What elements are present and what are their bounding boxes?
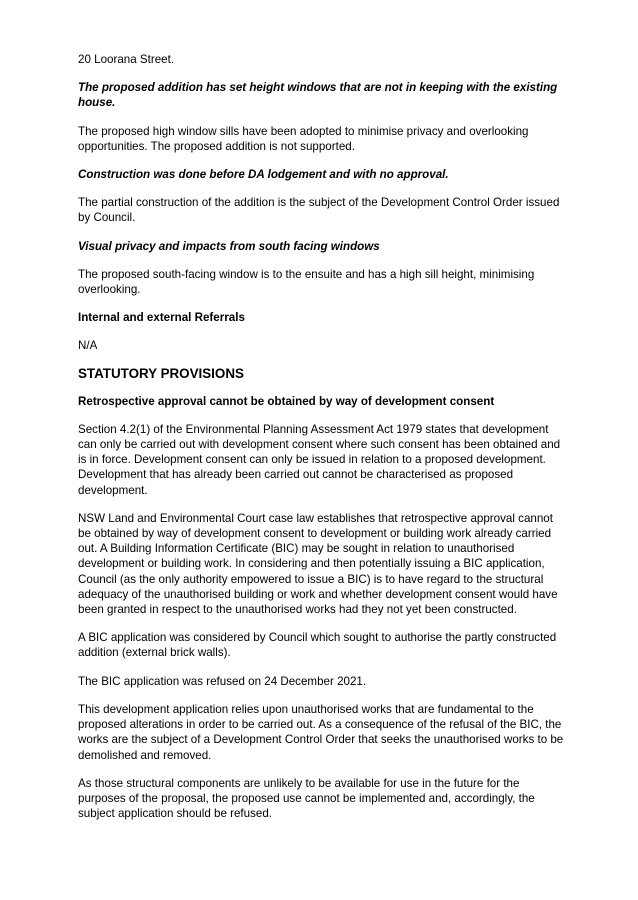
paragraph-unauthorised-works: This development application relies upon unauthorised works that are fundamental to the proposed alterations in order to be carried out. As a consequence of the refusal of the BIC, the works are the subject of a Development Control Order that seeks the unauthorised works to be demolished and removed.: [78, 702, 564, 762]
heading-privacy: Visual privacy and impacts from south facing windows: [78, 239, 380, 253]
paragraph-section-4-2: Section 4.2(1) of the Environmental Planning Assessment Act 1979 states that development can only be carried out with development consent where such consent has been obtained and is in force. Development consent can only be issued in relation to a proposed development. Development that has already been carried out cannot be characterised as proposed development.: [78, 422, 561, 497]
document-page: [78, 52, 568, 821]
heading-construction: Construction was done before DA lodgement and with no approval.: [78, 168, 449, 182]
intro-line: 20 Loorana Street.: [78, 53, 175, 66]
paragraph-case-law: NSW Land and Environmental Court case law establishes that retrospective approval cannot be obtained by way of development consent to development or building work already carried out. A Building Information Certificate (BIC) may be sought in relation to unauthorised development or building work. In considering and then potentially issuing a BIC application, Council (as the only authority empowered to issue a BIC) is to have regard to the structural adequacy of the unauthorised building or work and whether development consent would have been granted in respect to the unauthorised works had they not yet been constructed.: [78, 511, 558, 617]
paragraph-conclusion: As those structural components are unlikely to be available for use in the future for the purposes of the proposal, the proposed use cannot be implemented and, accordingly, the subject application should be refused.: [78, 776, 535, 821]
heading-referrals: Internal and external Referrals: [78, 311, 245, 325]
paragraph-construction: The partial construction of the addition is the subject of the Development Control Order issued by Council.: [78, 196, 560, 225]
paragraph-windows: The proposed high window sills have been adopted to minimise privacy and overlooking opportunities. The proposed addition is not supported.: [78, 124, 529, 153]
paragraph-privacy: The proposed south-facing window is to the ensuite and has a high sill height, minimising overlooking.: [78, 267, 535, 297]
paragraph-referrals: N/A: [78, 339, 98, 353]
heading-statutory-provisions: STATUTORY PROVISIONS: [78, 365, 244, 381]
paragraph-bic-considered: A BIC application was considered by Council which sought to authorise the partly constructed addition (external brick walls).: [78, 631, 557, 660]
paragraph-bic-refused: The BIC application was refused on 24 December 2021.: [78, 674, 367, 688]
heading-retrospective-approval: Retrospective approval cannot be obtained by way of development consent: [78, 394, 495, 408]
heading-windows: The proposed addition has set height windows that are not in keeping with the existing house.: [78, 81, 558, 110]
